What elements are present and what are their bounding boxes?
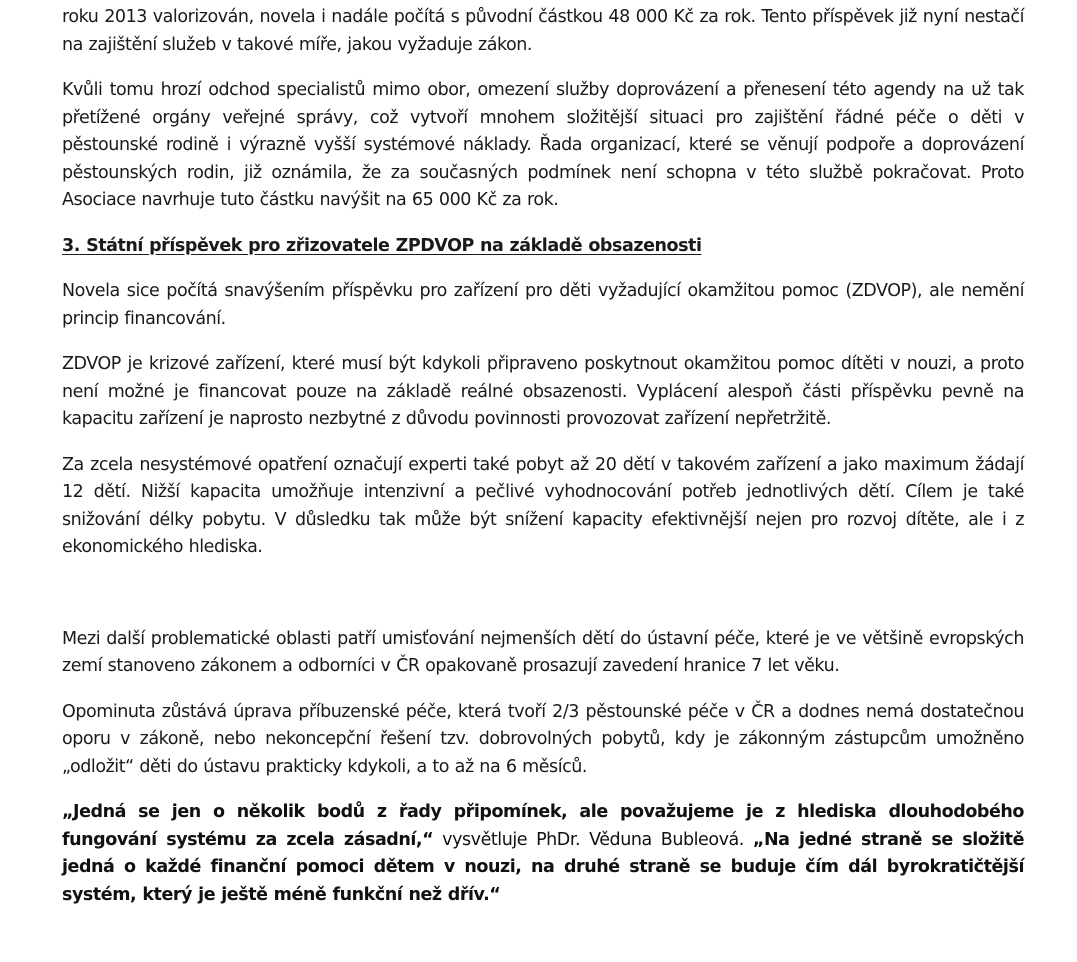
paragraph-valorization: roku 2013 valorizován, novela i nadále počítá s původní částkou 48 000 Kč za rok. Tento příspěvek již nyní nestačí na zajištění služeb v takové míře, jakou vyžaduje zákon.: [62, 7, 1024, 55]
paragraph-institutional-care: Mezi další problematické oblasti patří umisťování nejmenších dětí do ústavní péče, které je ve většině evropských zemí stanoveno zákonem a odborníci v ČR opakovaně prosazují zavedení hranice 7 let věku.: [62, 628, 1024, 676]
paragraph-specialists-risk: Kvůli tomu hrozí odchod specialistů mimo obor, omezení služby doprovázení a přenesení této agendy na už tak přetížené orgány veřejné správy, což vytvoří mnohem složitější situaci pro zajištění řádné péče o děti v pěstounské rodině i výrazně vyšší systémové náklady. Řada organizací, které se věnují podpoře a doprovázení pěstounských rodin, již oznámila, že za současných podmínek není schopna v této službě pokračovat. Proto Asociace navrhuje tuto částku navýšit na 65 000 Kč za rok.: [62, 80, 1024, 210]
paragraph-zdvop-capacity: Za zcela nesystémové opatření označují experti také pobyt až 20 dětí v takovém zařízení a jako maximum žádají 12 dětí. Nižší kapacita umožňuje intenzivní a pečlivé vyhodnocování potřeb jednotlivých dětí. Cílem je také snižování délky pobytu. V důsledku tak může být snížení kapacity efektivnější nejen pro rozvoj dítěte, ale i z ekonomického hlediska.: [62, 454, 1024, 557]
paragraph-zdvop-contribution: Novela sice počítá snavýšením příspěvku pro zařízení pro děti vyžadující okamžitou pomoc (ZDVOP), ale nemění princip financování.: [62, 281, 1024, 329]
spacer: [62, 580, 1024, 626]
quote-paragraph: [62, 799, 1024, 909]
document-page: [62, 4, 1024, 927]
quote-block: [62, 799, 1024, 909]
section-heading: 3. Státní příspěvek pro zřizovatele ZPDVOP na základě obsazenosti: [62, 235, 702, 256]
paragraph-zdvop-crisis: ZDVOP je krizové zařízení, které musí být kdykoli připraveno poskytnout okamžitou pomoc dítěti v nouzi, a proto není možné je financovat pouze na základě reálné obsazenosti. Vyplácení alespoň části příspěvku pevně na kapacitu zařízení je naprosto nezbytné z důvodu povinnosti provozovat zařízení nepřetržitě.: [62, 354, 1024, 429]
quote-part-2: „Na jedné straně se složitě jedná o každé finanční pomoci dětem v nouzi, na druhé straně se buduje čím dál byrokratičtější systém, který je ještě méně funkční než dřív.“: [62, 829, 1024, 905]
quote-part-1: „Jedná se jen o několik bodů z řady připomínek, ale považujeme je z hlediska dlouhodobého fungování systému za zcela zásadní,“: [62, 802, 1024, 850]
quote-attribution: vysvětluje PhDr. Věduna Bubleová.: [433, 829, 753, 850]
paragraph-kinship-care: Opominuta zůstává úprava příbuzenské péče, která tvoří 2/3 pěstounské péče v ČR a dodnes nemá dostatečnou oporu v zákoně, nebo nekoncepční řešení tzv. dobrovolných pobytů, kdy je zákonným zástupcům umožněno „odložit“ děti do ústavu prakticky kdykoli, a to až na 6 měsíců.: [62, 701, 1024, 777]
